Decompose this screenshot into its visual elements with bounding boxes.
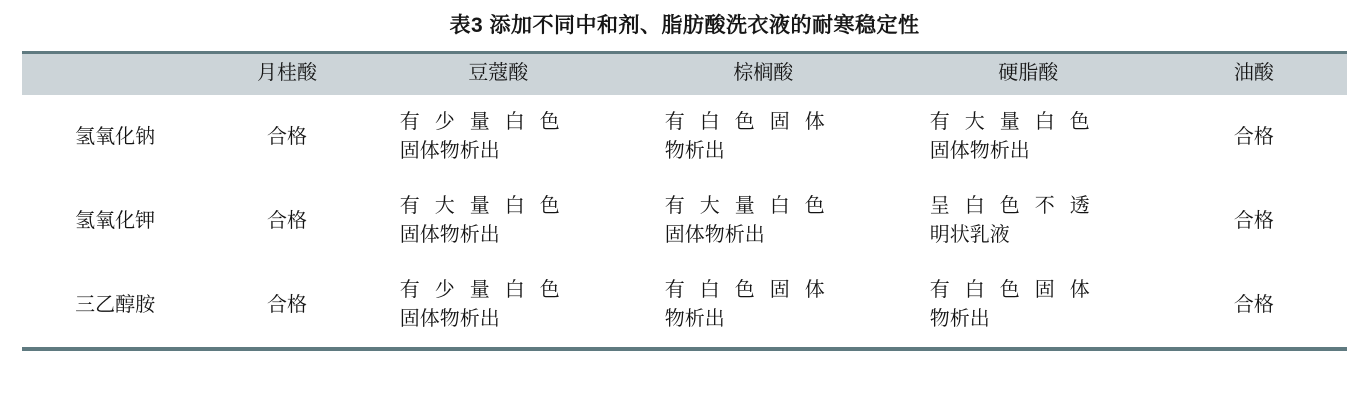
table-body — [22, 95, 1347, 347]
cell-tea-palmitic — [631, 263, 896, 347]
cell-text-line1: 有白色固体 — [664, 279, 825, 302]
cell-text-line2: 物析出 — [664, 140, 725, 163]
cell-tea-stearic — [896, 263, 1161, 347]
cell-naoh-myristic — [366, 95, 631, 179]
cell-koh-stearic — [896, 179, 1161, 263]
table-row — [22, 263, 1347, 347]
cell-tea-lauric: 合格 — [266, 293, 307, 316]
cell-text-line1: 有白色固体 — [929, 279, 1090, 302]
cell-naoh-palmitic — [631, 95, 896, 179]
header-cell-palmitic-acid: 棕榈酸 — [733, 62, 794, 85]
cell-text-line1: 有白色固体 — [664, 111, 825, 134]
cell-text-line1: 有少量白色 — [399, 111, 560, 134]
cell-text-line1: 呈白色不透 — [929, 195, 1090, 218]
cell-koh-palmitic — [631, 179, 896, 263]
table-caption: 表3 添加不同中和剂、脂肪酸洗衣液的耐寒稳定性 — [449, 14, 920, 37]
row-label-triethanolamine: 三乙醇胺 — [75, 293, 156, 316]
row-label-sodium-hydroxide: 氢氧化钠 — [75, 125, 156, 148]
cell-text-line1: 有大量白色 — [929, 111, 1090, 134]
cell-text-line2: 固体物析出 — [664, 224, 765, 247]
table-header-row — [22, 54, 1347, 95]
header-cell-myristic-acid: 豆蔻酸 — [468, 62, 529, 85]
stability-data-table — [22, 54, 1347, 347]
header-cell-lauric-acid: 月桂酸 — [256, 62, 317, 85]
cell-text-line1: 有大量白色 — [664, 195, 825, 218]
header-cell-stearic-acid: 硬脂酸 — [998, 62, 1059, 85]
cell-text-line2: 物析出 — [929, 308, 990, 331]
cell-koh-lauric: 合格 — [266, 209, 307, 232]
table-row — [22, 179, 1347, 263]
cell-koh-oleic: 合格 — [1233, 209, 1274, 232]
table-header — [22, 54, 1347, 95]
cell-text-line2: 物析出 — [664, 308, 725, 331]
row-label-potassium-hydroxide: 氢氧化钾 — [75, 209, 156, 232]
cell-text-line2: 明状乳液 — [929, 224, 1010, 247]
cell-koh-myristic — [366, 179, 631, 263]
cell-tea-oleic: 合格 — [1233, 293, 1274, 316]
table-row — [22, 95, 1347, 179]
header-cell-corner — [22, 54, 208, 95]
cell-text-line2: 固体物析出 — [399, 140, 500, 163]
cell-naoh-lauric: 合格 — [266, 125, 307, 148]
cell-naoh-oleic: 合格 — [1233, 125, 1274, 148]
cell-text-line1: 有少量白色 — [399, 279, 560, 302]
cell-tea-myristic — [366, 263, 631, 347]
cell-text-line2: 固体物析出 — [399, 224, 500, 247]
cell-text-line2: 固体物析出 — [399, 308, 500, 331]
header-cell-oleic-acid: 油酸 — [1233, 62, 1274, 85]
cell-naoh-stearic — [896, 95, 1161, 179]
table-bottom-rule — [22, 347, 1347, 351]
cell-text-line2: 固体物析出 — [929, 140, 1030, 163]
cell-text-line1: 有大量白色 — [399, 195, 560, 218]
